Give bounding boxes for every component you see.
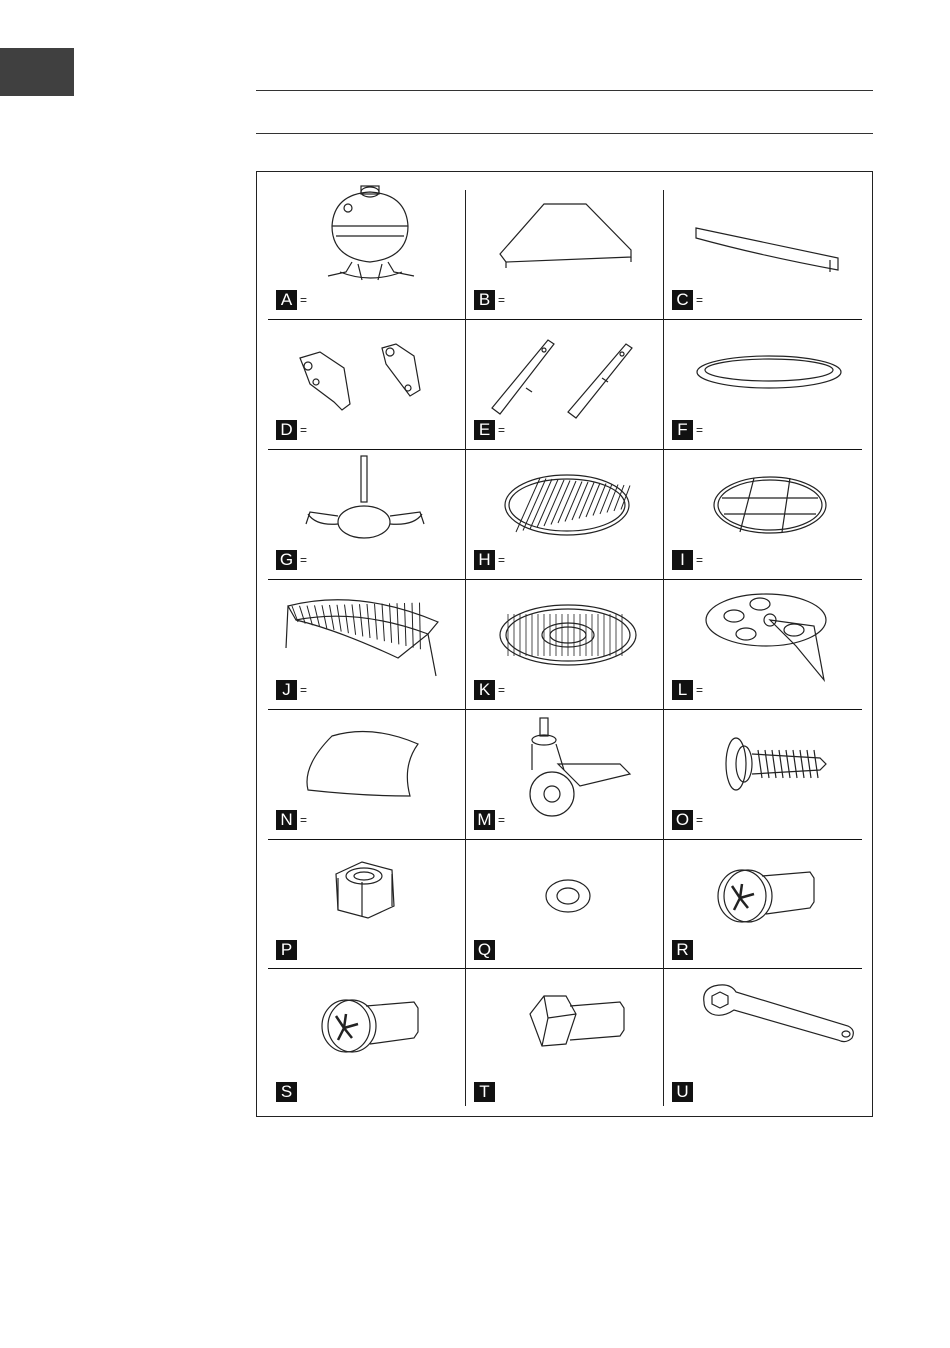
part-cell-n <box>268 710 466 840</box>
part-equals-sign: = <box>300 813 308 827</box>
part-letter-badge: F <box>672 420 693 440</box>
part-cell-a <box>268 190 466 320</box>
part-cell-u <box>664 970 862 1100</box>
part-cell-o <box>664 710 862 840</box>
part-label <box>672 810 703 830</box>
part-label <box>474 550 505 570</box>
part-equals-sign: = <box>696 423 704 437</box>
part-letter-badge: M <box>474 810 495 830</box>
part-letter-badge: S <box>276 1082 297 1102</box>
part-cell-m <box>466 710 664 840</box>
header-rule-top <box>256 90 873 91</box>
part-cell-c <box>664 190 862 320</box>
part-letter-badge: U <box>672 1082 693 1102</box>
part-letter-badge: C <box>672 290 693 310</box>
part-label <box>276 940 300 960</box>
part-label <box>276 810 307 830</box>
part-cell-l <box>664 580 862 710</box>
part-letter-badge: I <box>672 550 693 570</box>
part-label <box>276 1082 300 1102</box>
part-letter-badge: N <box>276 810 297 830</box>
part-label <box>474 940 498 960</box>
column-divider <box>465 190 466 1106</box>
part-letter-badge: O <box>672 810 693 830</box>
row-divider <box>268 579 862 580</box>
part-cell-p <box>268 840 466 970</box>
part-letter-badge: T <box>474 1082 495 1102</box>
part-equals-sign: = <box>696 813 704 827</box>
part-letter-badge: A <box>276 290 297 310</box>
part-cell-t <box>466 970 664 1100</box>
part-equals-sign: = <box>300 553 308 567</box>
row-divider <box>268 709 862 710</box>
part-label <box>672 1082 696 1102</box>
part-equals-sign: = <box>498 423 506 437</box>
part-equals-sign: = <box>300 423 308 437</box>
part-cell-d <box>268 320 466 450</box>
part-cell-b <box>466 190 664 320</box>
row-divider <box>268 839 862 840</box>
page-tab <box>0 48 74 96</box>
part-label <box>672 550 703 570</box>
part-equals-sign: = <box>696 683 704 697</box>
part-cell-j <box>268 580 466 710</box>
part-label <box>474 680 505 700</box>
part-cell-r <box>664 840 862 970</box>
part-label <box>672 290 703 310</box>
part-cell-h <box>466 450 664 580</box>
part-letter-badge: R <box>672 940 693 960</box>
part-letter-badge: B <box>474 290 495 310</box>
part-cell-f <box>664 320 862 450</box>
part-letter-badge: P <box>276 940 297 960</box>
part-label <box>474 1082 498 1102</box>
part-cell-g <box>268 450 466 580</box>
part-equals-sign: = <box>696 293 704 307</box>
part-label <box>672 940 696 960</box>
part-label <box>276 680 307 700</box>
part-label <box>276 290 307 310</box>
part-equals-sign: = <box>498 293 506 307</box>
part-label <box>672 420 703 440</box>
part-letter-badge: L <box>672 680 693 700</box>
part-equals-sign: = <box>498 553 506 567</box>
part-label <box>474 290 505 310</box>
row-divider <box>268 449 862 450</box>
part-equals-sign: = <box>696 553 704 567</box>
part-letter-badge: E <box>474 420 495 440</box>
part-letter-badge: H <box>474 550 495 570</box>
part-equals-sign: = <box>300 293 308 307</box>
part-label <box>474 420 505 440</box>
part-cell-i <box>664 450 862 580</box>
part-cell-e <box>466 320 664 450</box>
part-letter-badge: G <box>276 550 297 570</box>
part-letter-badge: K <box>474 680 495 700</box>
part-cell-q <box>466 840 664 970</box>
part-label <box>276 550 307 570</box>
column-divider <box>663 190 664 1106</box>
part-letter-badge: D <box>276 420 297 440</box>
part-cell-s <box>268 970 466 1100</box>
header-rule-bottom <box>256 133 873 134</box>
part-letter-badge: Q <box>474 940 495 960</box>
part-equals-sign: = <box>498 813 506 827</box>
part-label <box>474 810 505 830</box>
row-divider <box>268 968 862 969</box>
part-equals-sign: = <box>498 683 506 697</box>
part-label <box>672 680 703 700</box>
part-equals-sign: = <box>300 683 308 697</box>
part-letter-badge: J <box>276 680 297 700</box>
part-label <box>276 420 307 440</box>
row-divider <box>268 319 862 320</box>
part-cell-k <box>466 580 664 710</box>
